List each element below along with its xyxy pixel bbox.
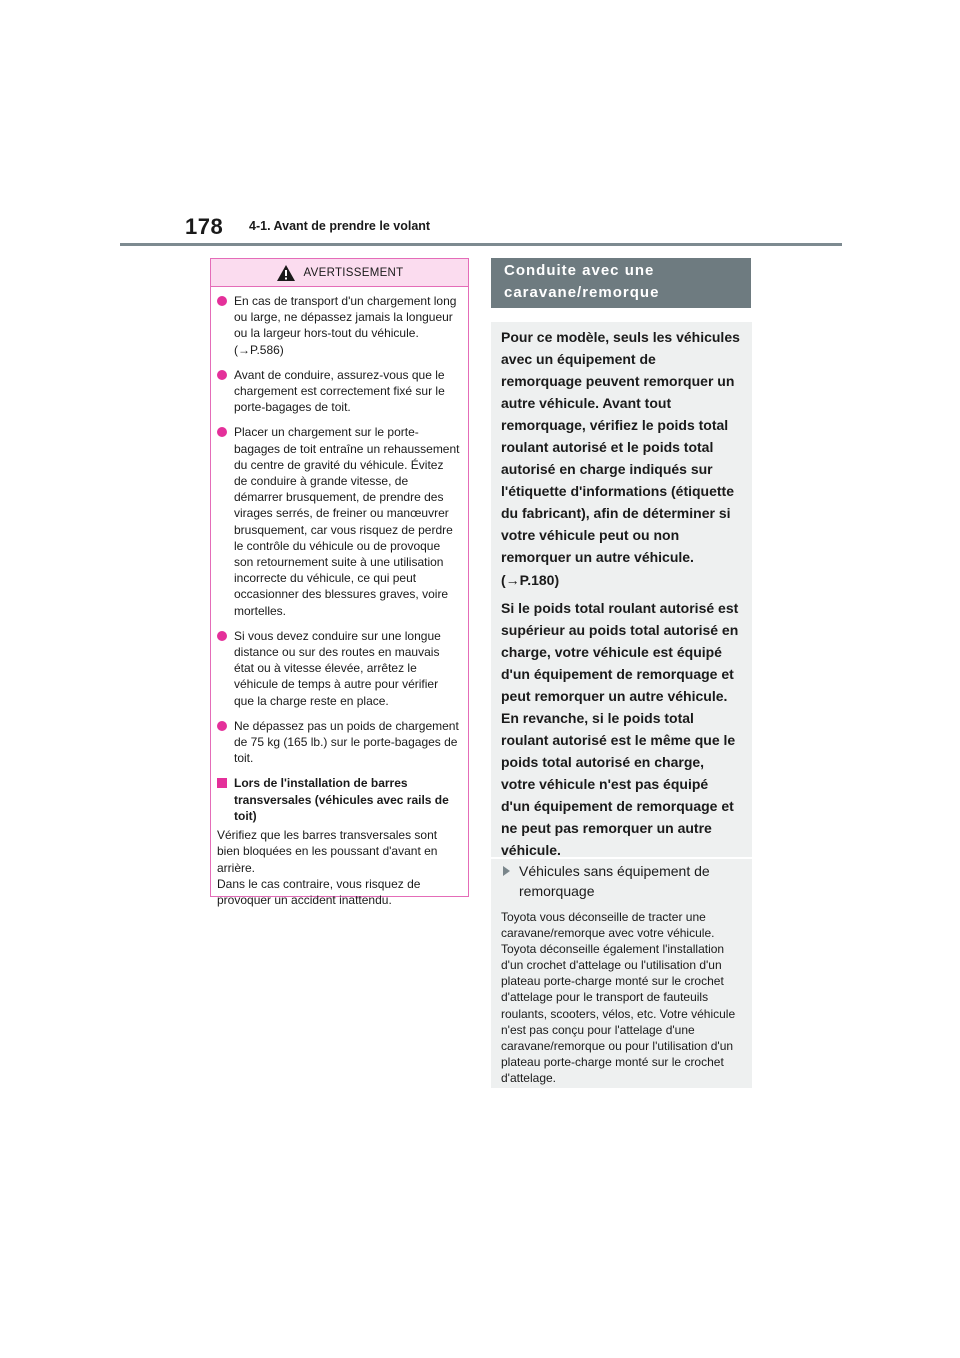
warning-bullet-text: Si vous devez conduire sur une longue distance ou sur des routes en mauvais état ou à vitesse élevée, arrêtez le véhicule de temps à autre pour vérifier que la charge reste en place. [234,628,441,708]
warning-subhead-text: Lors de l'installation de barres transversales (véhicules avec rails de toit) [234,776,449,823]
towing-intro-paragraph: Si le poids total roulant autorisé est supérieur au poids total autorisé en charge, votre véhicule est équipé d'un équipement de remorquage et peut remorquer un autre véhicule. En revanche, si le poids total roulant autorisé est le même que le poids total autorisé en charge, votre véhicule n'est pas équipé d'un équipement de remorquage et ne peut pas remorquer un autre véhicule. [501,599,739,859]
towing-intro-box [491,322,752,857]
warning-bullet [217,293,460,358]
no-tow-equipment-title-text: Véhicules sans équipement de remorquage [519,863,710,899]
warning-title: AVERTISSEMENT [303,266,404,279]
bullet-dot-icon [217,721,227,731]
warning-body [211,287,468,908]
header-rule [120,243,842,246]
towing-banner: Conduite avec une caravane/remorque [491,258,751,308]
square-bullet-icon [217,778,227,788]
warning-bullet-text: Avant de conduire, assurez-vous que le chargement est correctement fixé sur le porte-bagages de toit. [234,367,445,415]
no-tow-equipment-title [501,861,740,901]
bullet-dot-icon [217,631,227,641]
no-tow-equipment-text: Toyota vous déconseille de tracter une caravane/remorque avec votre véhicule. Toyota déconseille également l'installation d'un crochet d'attelage ou l'utilisation d'un plateau porte-charge monté sur le crochet d'attelage pour le transport de fauteuils roulants, scooters, vélos, etc. Votre véhicule n'est pas conçu pour l'attelage d'une caravane/remorque ou pour l'utilisation d'un plateau porte-charge monté sur le crochet d'attelage. [501,910,736,1085]
warning-box [210,258,469,907]
warning-paragraph: Dans le cas contraire, vous risquez de provoquer un accident inattendu. [217,876,421,907]
warning-paragraph: Vérifiez que les barres transversales sont bien bloquées en les poussant d'avant en arrière. [217,828,438,875]
warning-triangle-icon [276,264,296,282]
warning-subhead [217,775,460,824]
warning-bullet [217,628,460,709]
section-title: 4-1. Avant de prendre le volant [249,219,431,233]
warning-bullet-text: Placer un chargement sur le porte-bagages de toit entraîne un rehaussement du centre de gravité du véhicule. Évitez de conduire à grande vitesse, de démarrer brusquement, de prendre des virages serrés, de freiner ou manœuvrer brusquement, car vous risquez de perdre le contrôle du véhicule ou de provoque son retournement suite à une utilisation incorrecte du véhicule, ce qui peut occasionner des blessures graves, voire mortelles. [234,425,460,618]
warning-header [211,259,468,287]
arrow-right-icon [503,866,510,876]
no-tow-equipment-box [491,859,752,1088]
warning-bullet [217,718,460,767]
towing-intro-paragraph: Pour ce modèle, seuls les véhicules avec un équipement de remorquage peuvent remorquer un autre véhicule. Avant tout remorquage, vérifiez le poids total roulant autorisé et le poids total autorisé en charge indiqués sur l'étiquette d'informations (étiquette du fabricant), afin de déterminer si votre véhicule peut ou non remorquer un autre véhicule. (→P.180) [501,329,740,588]
page-number: 178 [185,214,224,239]
warning-bullet-text: Ne dépassez pas un poids de chargement de 75 kg (165 lb.) sur le porte-bagages de toit. [234,718,459,766]
bullet-dot-icon [217,427,227,437]
warning-bullet-text: En cas de transport d'un chargement long ou large, ne dépassez jamais la longueur ou la largeur hors-tout du véhicule. (→P.586) [234,294,457,357]
warning-bullet [217,367,460,416]
bullet-dot-icon [217,296,227,306]
bullet-dot-icon [217,370,227,380]
warning-bullet [217,424,460,618]
